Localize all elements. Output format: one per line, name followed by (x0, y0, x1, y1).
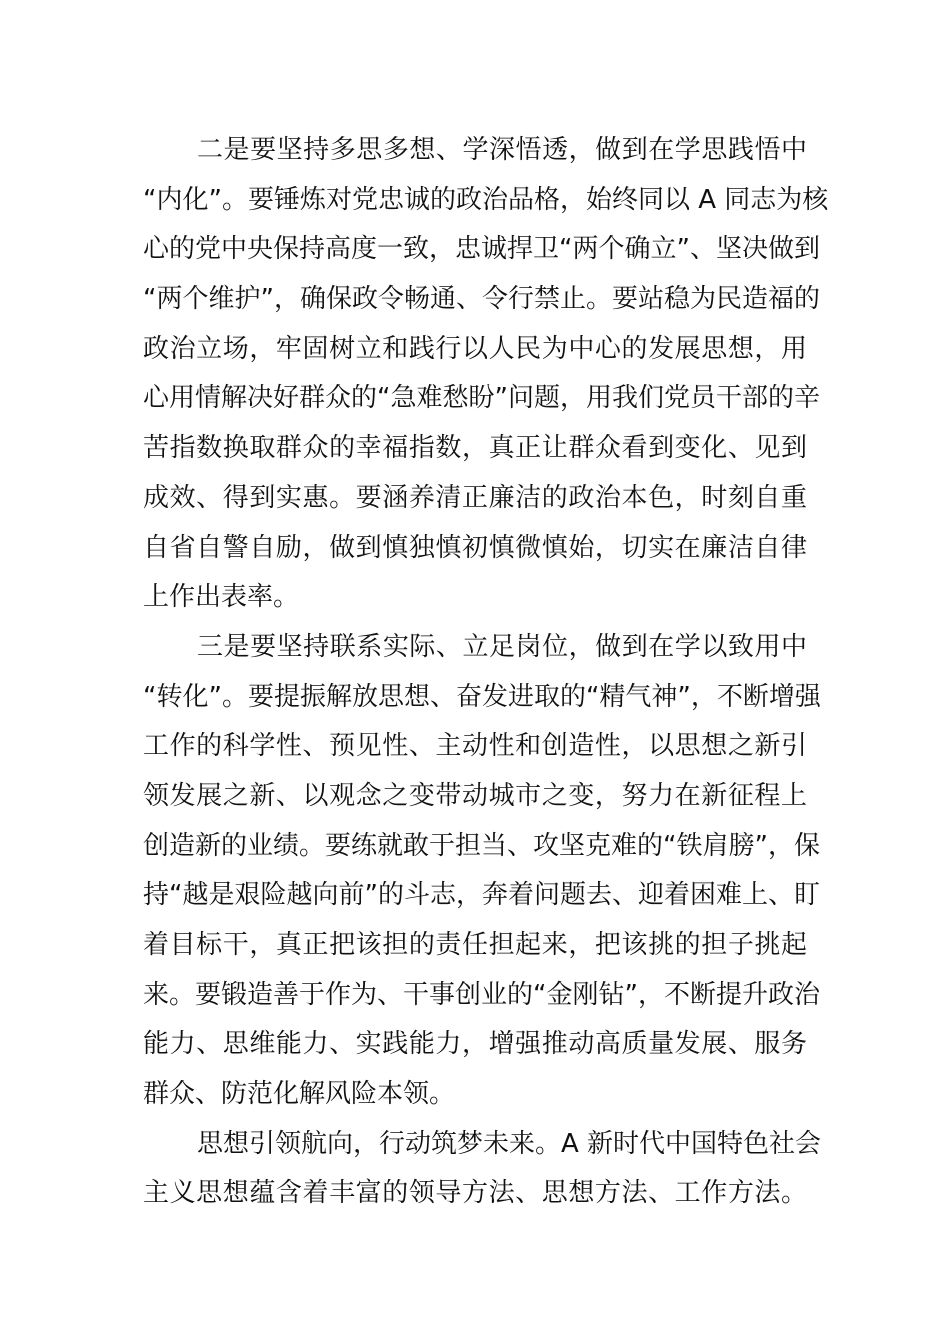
text-line: 苦指数换取群众的幸福指数，真正让群众看到变化、见到 (143, 433, 807, 464)
text-line: 心的党中央保持高度一致，忠诚捍卫“两个确立”、坚决做到 (143, 234, 820, 265)
text-line: 三是要坚持联系实际、立足岗位，做到在学以致用中 (197, 631, 807, 662)
text-line: 自省自警自励，做到慎独慎初慎微慎始，切实在廉洁自律 (143, 532, 807, 563)
text-line: 能力、思维能力、实践能力，增强推动高质量发展、服务 (143, 1029, 807, 1060)
text-line: 工作的科学性、预见性、主动性和创造性，以思想之新引 (143, 731, 807, 762)
text-line: “转化”。要提振解放思想、奋发进取的“精气神”，不断增强 (143, 681, 821, 712)
text-line: 上作出表率。 (143, 582, 300, 613)
text-line: “内化”。要锤炼对党忠诚的政治品格，始终同以 A 同志为核 (143, 184, 829, 215)
text-line: “两个维护”，确保政令畅通、令行禁止。要站稳为民造福的 (143, 284, 820, 315)
text-line: 来。要锻造善于作为、干事创业的“金刚钻”，不断提升政治 (143, 979, 820, 1010)
text-line: 政治立场，牢固树立和践行以人民为中心的发展思想，用 (143, 333, 807, 364)
text-line: 主义思想蕴含着丰富的领导方法、思想方法、工作方法。 (143, 1178, 807, 1209)
text-line: 思想引领航向，行动筑梦未来。A 新时代中国特色社会 (197, 1128, 822, 1159)
paragraph-1 (143, 126, 829, 623)
text-line: 持“越是艰险越向前”的斗志，奔着问题去、迎着困难上、盯 (143, 880, 820, 911)
document-page (143, 126, 829, 1219)
text-line: 创造新的业绩。要练就敢于担当、攻坚克难的“铁肩膀”，保 (143, 830, 820, 861)
paragraph-3 (143, 1120, 822, 1219)
text-line: 心用情解决好群众的“急难愁盼”问题，用我们党员干部的辛 (143, 383, 820, 414)
text-line: 领发展之新、以观念之变带动城市之变，努力在新征程上 (143, 780, 807, 811)
text-line: 成效、得到实惠。要涵养清正廉洁的政治本色，时刻自重 (143, 482, 807, 513)
paragraph-2 (143, 623, 821, 1120)
text-line: 着目标干，真正把该担的责任担起来，把该挑的担子挑起 (143, 930, 807, 960)
text-line: 群众、防范化解风险本领。 (143, 1079, 456, 1110)
text-line: 二是要坚持多思多想、学深悟透，做到在学思践悟中 (197, 135, 807, 165)
